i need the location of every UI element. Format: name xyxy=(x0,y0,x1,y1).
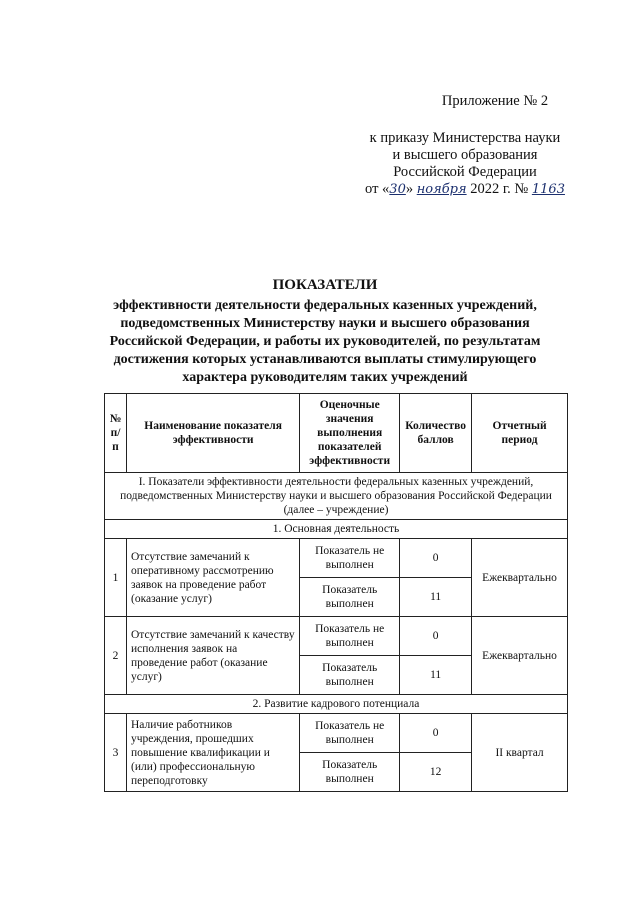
table-header-row xyxy=(105,394,568,473)
reporting-period: Ежеквартально xyxy=(472,539,568,617)
header-num: № п/п xyxy=(105,394,127,473)
appendix-line-2: и высшего образования xyxy=(392,147,538,163)
appendix-date xyxy=(345,181,585,198)
indicator-name: Наличие работников учреждения, прошедших повышение квалификации и (или) профессиональную переподготовку xyxy=(126,714,299,792)
row-number: 3 xyxy=(105,714,127,792)
date-month-handwritten: ноября xyxy=(416,182,467,197)
header-name: Наименование показателя эффективности xyxy=(126,394,299,473)
subsection-row xyxy=(105,695,568,714)
header-values: Оценочные значения выполнения показателей эффективности xyxy=(300,394,400,473)
subsection-row xyxy=(105,520,568,539)
condition-met: Показатель выполнен xyxy=(300,753,400,792)
table-row xyxy=(105,617,568,656)
appendix-line-1: к приказу Министерства науки xyxy=(369,130,561,146)
row-number: 2 xyxy=(105,617,127,695)
indicators-table xyxy=(104,393,568,792)
condition-met: Показатель выполнен xyxy=(300,656,400,695)
reporting-period: II квартал xyxy=(472,714,568,792)
row-number: 1 xyxy=(105,539,127,617)
section-title: I. Показатели эффективности деятельности федеральных казенных учреждений, подведомственных Министерству науки и высшего образования Российской Федерации (далее – учреждение) xyxy=(105,473,568,520)
indicator-name: Отсутствие замечаний к оперативному рассмотрению заявок на проведение работ (оказание услуг) xyxy=(126,539,299,617)
header-score: Количество баллов xyxy=(400,394,472,473)
score-met: 11 xyxy=(400,656,472,695)
score-met: 12 xyxy=(400,753,472,792)
indicator-name: Отсутствие замечаний к качеству исполнения заявок на проведение работ (оказание услуг) xyxy=(126,617,299,695)
score-not-met: 0 xyxy=(400,714,472,753)
date-year: 2022 г. № xyxy=(470,181,529,197)
document-subtitle: эффективности деятельности федеральных казенных учреждений, подведомственных Министерству науки и высшего образования Российской Федерации, и работы их руководителей, по результатам достижения которых устанавливаются выплаты стимулирующего характера руководителям таких учреждений xyxy=(109,298,541,385)
table-row xyxy=(105,714,568,753)
section-row xyxy=(105,473,568,520)
condition-met: Показатель выполнен xyxy=(300,578,400,617)
table-row xyxy=(105,539,568,578)
date-prefix: от « xyxy=(365,181,390,197)
condition-not-met: Показатель не выполнен xyxy=(300,539,400,578)
score-met: 11 xyxy=(400,578,472,617)
appendix-block xyxy=(345,93,585,198)
condition-not-met: Показатель не выполнен xyxy=(300,714,400,753)
score-not-met: 0 xyxy=(400,617,472,656)
condition-not-met: Показатель не выполнен xyxy=(300,617,400,656)
appendix-line-3: Российской Федерации xyxy=(393,164,537,180)
document-heading xyxy=(90,276,560,387)
header-period: Отчетный период xyxy=(472,394,568,473)
order-number-handwritten: 1163 xyxy=(531,182,565,197)
date-mid: » xyxy=(405,181,414,197)
subsection-2-title: 2. Развитие кадрового потенциала xyxy=(105,695,568,714)
reporting-period: Ежеквартально xyxy=(472,617,568,695)
score-not-met: 0 xyxy=(400,539,472,578)
date-day-handwritten: 30 xyxy=(389,182,406,197)
appendix-title: Приложение № 2 xyxy=(441,93,549,109)
document-title: ПОКАЗАТЕЛИ xyxy=(272,277,378,293)
subsection-1-title: 1. Основная деятельность xyxy=(105,520,568,539)
